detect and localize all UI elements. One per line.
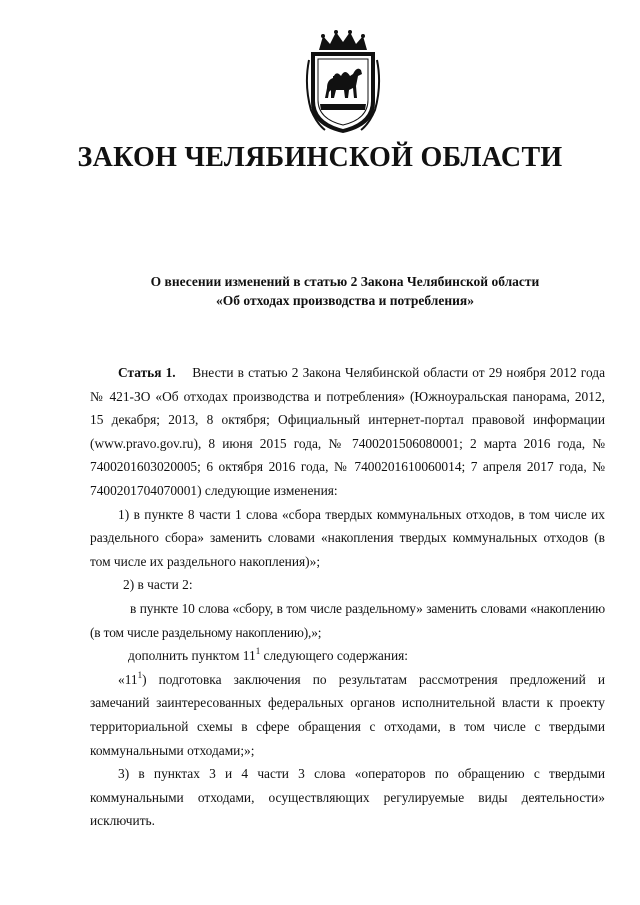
article-1-item-3: 3) в пунктах 3 и 4 части 3 слова «операторов по обращению с твердыми коммунальными отходами, осуществляющих регулируемые виды деятельности» исключить. <box>90 766 605 829</box>
subtitle-line-1: О внесении изменений в статью 2 Закона Челябинской области <box>150 274 540 289</box>
item-2c-text-pre: «11 <box>118 671 138 687</box>
article-1-item-2a: в пункте 10 слова «сбору, в том числе раздельному» заменить словами «накоплению (в том числе раздельному накоплению),»; <box>90 600 605 640</box>
article-1-intro-text: Внести в статью 2 Закона Челябинской области от 29 ноября 2012 года № 421-ЗО «Об отходах производства и потребления» (Южноуральская панорама, 2012, 15 декабря; 2013, 8 октября; Официальный интернет-портал правовой информации (www.pravo.gov.ru), 8 июня 2015 года, № 7400201506080001; 2 марта 2016 года, № 7400201603020005; 6 октября 2016 года, № 7400201610060014; 7 апреля 2017 года, № 7400201704070001) следующие изменения: <box>90 365 606 498</box>
law-title: ЗАКОН ЧЕЛЯБИНСКОЙ ОБЛАСТИ <box>77 142 563 173</box>
article-1-item-2b <box>90 644 605 668</box>
coat-of-arms-icon <box>303 30 383 134</box>
article-1-intro <box>90 361 605 503</box>
item-2b-superscript: 1 <box>255 646 261 657</box>
law-subtitle <box>80 272 610 310</box>
item-2b-text-post: следующего содержания: <box>260 648 409 664</box>
article-1-item-1: 1) в пункте 8 части 1 слова «сбора твердых коммунальных отходов, в том числе их раздельного сбора» заменить словами «накопления твердых коммунальных отходов (в том числе их раздельного накопления)»; <box>90 506 605 569</box>
subtitle-line-2: «Об отходах производства и потребления» <box>216 293 474 308</box>
item-2c-superscript: 1 <box>137 669 143 680</box>
article-1-item-2c <box>90 668 605 762</box>
article-heading: Статья 1. <box>118 365 176 380</box>
item-2b-text-pre: дополнить пунктом 11 <box>128 648 256 664</box>
article-1 <box>90 361 605 833</box>
article-1-item-2: 2) в части 2: <box>123 577 193 593</box>
item-2c-text-post: ) подготовка заключения по результатам рассмотрения предложений и замечаний заинтересованных федеральных органов исполнительной власти к проекту территориальной схемы в сфере обращения с отходами, в том числе с твердыми коммунальными отходами;»; <box>90 671 605 758</box>
